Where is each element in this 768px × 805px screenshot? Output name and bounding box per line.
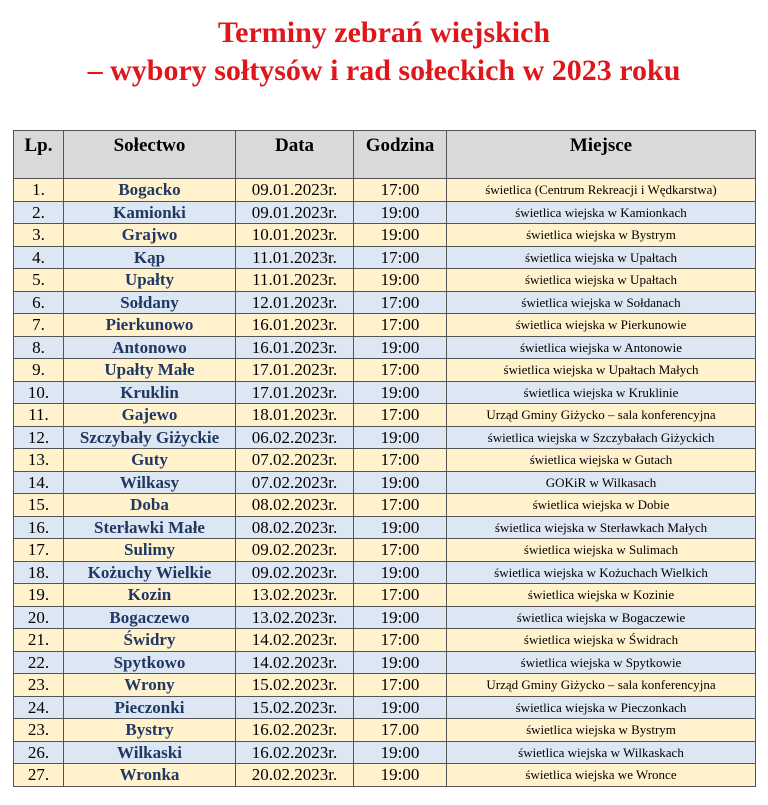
- cell-lp: 6.: [14, 291, 64, 314]
- cell-time: 17.00: [354, 719, 447, 742]
- cell-village: Wrony: [64, 674, 236, 697]
- cell-time: 19:00: [354, 269, 447, 292]
- cell-date: 07.02.2023r.: [236, 471, 354, 494]
- cell-lp: 17.: [14, 539, 64, 562]
- table-row: [14, 696, 756, 719]
- cell-time: 19:00: [354, 606, 447, 629]
- cell-village: Upałty Małe: [64, 359, 236, 382]
- table-row: [14, 291, 756, 314]
- schedule-table: [13, 130, 756, 787]
- cell-place: świetlica wiejska w Bystrym: [447, 224, 756, 247]
- cell-date: 16.02.2023r.: [236, 719, 354, 742]
- cell-lp: 13.: [14, 449, 64, 472]
- cell-place: świetlica wiejska w Upałtach Małych: [447, 359, 756, 382]
- header-solectwo: Sołectwo: [64, 131, 236, 179]
- cell-place: świetlica wiejska w Dobie: [447, 494, 756, 517]
- header-lp: Lp.: [14, 131, 64, 179]
- cell-village: Bystry: [64, 719, 236, 742]
- table-header-row: [14, 131, 756, 179]
- cell-village: Kożuchy Wielkie: [64, 561, 236, 584]
- table-row: [14, 449, 756, 472]
- table-row: [14, 336, 756, 359]
- cell-lp: 21.: [14, 629, 64, 652]
- cell-time: 17:00: [354, 449, 447, 472]
- table-row: [14, 494, 756, 517]
- table-row: [14, 606, 756, 629]
- cell-village: Pierkunowo: [64, 314, 236, 337]
- table-row: [14, 179, 756, 202]
- table-body: [14, 179, 756, 787]
- cell-time: 17:00: [354, 314, 447, 337]
- header-godzina: Godzina: [354, 131, 447, 179]
- cell-lp: 19.: [14, 584, 64, 607]
- cell-village: Grajwo: [64, 224, 236, 247]
- cell-place: Urząd Gminy Giżycko – sala konferencyjna: [447, 404, 756, 427]
- cell-place: świetlica wiejska w Sulimach: [447, 539, 756, 562]
- cell-time: 19:00: [354, 516, 447, 539]
- schedule-table-container: [13, 130, 756, 787]
- table-row: [14, 719, 756, 742]
- table-row: [14, 404, 756, 427]
- cell-place: świetlica wiejska w Pierkunowie: [447, 314, 756, 337]
- cell-village: Doba: [64, 494, 236, 517]
- cell-date: 16.02.2023r.: [236, 741, 354, 764]
- cell-place: świetlica wiejska w Upałtach: [447, 246, 756, 269]
- cell-place: świetlica wiejska w Gutach: [447, 449, 756, 472]
- cell-lp: 18.: [14, 561, 64, 584]
- table-row: [14, 426, 756, 449]
- cell-date: 14.02.2023r.: [236, 629, 354, 652]
- cell-place: świetlica wiejska w Sołdanach: [447, 291, 756, 314]
- cell-date: 15.02.2023r.: [236, 696, 354, 719]
- cell-lp: 7.: [14, 314, 64, 337]
- cell-place: świetlica wiejska w Spytkowie: [447, 651, 756, 674]
- cell-date: 08.02.2023r.: [236, 494, 354, 517]
- cell-time: 19:00: [354, 426, 447, 449]
- cell-lp: 5.: [14, 269, 64, 292]
- table-row: [14, 381, 756, 404]
- table-row: [14, 741, 756, 764]
- cell-time: 19:00: [354, 561, 447, 584]
- cell-village: Upałty: [64, 269, 236, 292]
- table-row: [14, 224, 756, 247]
- cell-time: 19:00: [354, 336, 447, 359]
- page-title: [0, 14, 768, 90]
- cell-village: Sołdany: [64, 291, 236, 314]
- cell-date: 13.02.2023r.: [236, 606, 354, 629]
- cell-date: 06.02.2023r.: [236, 426, 354, 449]
- cell-village: Bogacko: [64, 179, 236, 202]
- cell-place: świetlica wiejska w Wilkaskach: [447, 741, 756, 764]
- cell-village: Antonowo: [64, 336, 236, 359]
- cell-lp: 11.: [14, 404, 64, 427]
- table-row: [14, 471, 756, 494]
- cell-lp: 9.: [14, 359, 64, 382]
- cell-date: 16.01.2023r.: [236, 336, 354, 359]
- cell-village: Wilkaski: [64, 741, 236, 764]
- table-row: [14, 561, 756, 584]
- table-row: [14, 584, 756, 607]
- cell-date: 07.02.2023r.: [236, 449, 354, 472]
- cell-village: Spytkowo: [64, 651, 236, 674]
- title-line-1: Terminy zebrań wiejskich: [217, 16, 551, 49]
- cell-date: 11.01.2023r.: [236, 246, 354, 269]
- table-row: [14, 201, 756, 224]
- cell-place: świetlica wiejska w Pieczonkach: [447, 696, 756, 719]
- table-row: [14, 674, 756, 697]
- cell-lp: 2.: [14, 201, 64, 224]
- cell-date: 09.01.2023r.: [236, 179, 354, 202]
- cell-village: Bogaczewo: [64, 606, 236, 629]
- cell-place: GOKiR w Wilkasach: [447, 471, 756, 494]
- cell-village: Guty: [64, 449, 236, 472]
- cell-place: Urząd Gminy Giżycko – sala konferencyjna: [447, 674, 756, 697]
- cell-place: świetlica (Centrum Rekreacji i Wędkarstwa): [447, 179, 756, 202]
- cell-date: 11.01.2023r.: [236, 269, 354, 292]
- cell-lp: 3.: [14, 224, 64, 247]
- cell-time: 19:00: [354, 651, 447, 674]
- cell-lp: 12.: [14, 426, 64, 449]
- cell-time: 17:00: [354, 179, 447, 202]
- cell-time: 17:00: [354, 291, 447, 314]
- cell-time: 19:00: [354, 381, 447, 404]
- cell-lp: 4.: [14, 246, 64, 269]
- table-row: [14, 269, 756, 292]
- cell-place: świetlica wiejska w Kożuchach Wielkich: [447, 561, 756, 584]
- cell-place: świetlica wiejska w Szczybałach Giżyckich: [447, 426, 756, 449]
- cell-date: 12.01.2023r.: [236, 291, 354, 314]
- cell-time: 19:00: [354, 764, 447, 787]
- cell-village: Kozin: [64, 584, 236, 607]
- cell-date: 09.01.2023r.: [236, 201, 354, 224]
- cell-lp: 10.: [14, 381, 64, 404]
- cell-village: Wilkasy: [64, 471, 236, 494]
- cell-lp: 20.: [14, 606, 64, 629]
- cell-lp: 22.: [14, 651, 64, 674]
- table-row: [14, 539, 756, 562]
- cell-place: świetlica wiejska w Świdrach: [447, 629, 756, 652]
- cell-time: 17:00: [354, 629, 447, 652]
- cell-place: świetlica wiejska w Kamionkach: [447, 201, 756, 224]
- cell-place: świetlica wiejska we Wronce: [447, 764, 756, 787]
- table-row: [14, 359, 756, 382]
- cell-date: 17.01.2023r.: [236, 381, 354, 404]
- cell-place: świetlica wiejska w Sterławkach Małych: [447, 516, 756, 539]
- cell-village: Gajewo: [64, 404, 236, 427]
- cell-date: 17.01.2023r.: [236, 359, 354, 382]
- cell-time: 17:00: [354, 674, 447, 697]
- cell-time: 17:00: [354, 359, 447, 382]
- cell-time: 19:00: [354, 741, 447, 764]
- table-row: [14, 516, 756, 539]
- cell-date: 14.02.2023r.: [236, 651, 354, 674]
- table-row: [14, 246, 756, 269]
- cell-time: 19:00: [354, 696, 447, 719]
- cell-date: 09.02.2023r.: [236, 539, 354, 562]
- cell-place: świetlica wiejska w Upałtach: [447, 269, 756, 292]
- cell-date: 15.02.2023r.: [236, 674, 354, 697]
- cell-place: świetlica wiejska w Bogaczewie: [447, 606, 756, 629]
- cell-village: Pieczonki: [64, 696, 236, 719]
- cell-date: 09.02.2023r.: [236, 561, 354, 584]
- cell-date: 20.02.2023r.: [236, 764, 354, 787]
- cell-lp: 8.: [14, 336, 64, 359]
- cell-time: 19:00: [354, 224, 447, 247]
- cell-time: 17:00: [354, 494, 447, 517]
- cell-place: świetlica wiejska w Kozinie: [447, 584, 756, 607]
- cell-place: świetlica wiejska w Bystrym: [447, 719, 756, 742]
- cell-date: 10.01.2023r.: [236, 224, 354, 247]
- table-row: [14, 629, 756, 652]
- cell-time: 19:00: [354, 201, 447, 224]
- cell-lp: 16.: [14, 516, 64, 539]
- cell-date: 18.01.2023r.: [236, 404, 354, 427]
- cell-lp: 27.: [14, 764, 64, 787]
- table-row: [14, 651, 756, 674]
- cell-lp: 24.: [14, 696, 64, 719]
- cell-time: 17:00: [354, 539, 447, 562]
- cell-village: Wronka: [64, 764, 236, 787]
- cell-place: świetlica wiejska w Antonowie: [447, 336, 756, 359]
- cell-lp: 26.: [14, 741, 64, 764]
- cell-village: Szczybały Giżyckie: [64, 426, 236, 449]
- cell-village: Kąp: [64, 246, 236, 269]
- cell-lp: 1.: [14, 179, 64, 202]
- cell-time: 19:00: [354, 471, 447, 494]
- cell-date: 13.02.2023r.: [236, 584, 354, 607]
- cell-village: Kruklin: [64, 381, 236, 404]
- cell-lp: 23.: [14, 674, 64, 697]
- cell-village: Sulimy: [64, 539, 236, 562]
- cell-village: Sterławki Małe: [64, 516, 236, 539]
- table-row: [14, 764, 756, 787]
- cell-place: świetlica wiejska w Kruklinie: [447, 381, 756, 404]
- cell-date: 16.01.2023r.: [236, 314, 354, 337]
- table-row: [14, 314, 756, 337]
- cell-village: Świdry: [64, 629, 236, 652]
- header-data: Data: [236, 131, 354, 179]
- cell-date: 08.02.2023r.: [236, 516, 354, 539]
- header-miejsce: Miejsce: [447, 131, 756, 179]
- title-line-2: – wybory sołtysów i rad sołeckich w 2023 roku: [87, 54, 681, 87]
- cell-lp: 15.: [14, 494, 64, 517]
- cell-lp: 14.: [14, 471, 64, 494]
- cell-time: 17:00: [354, 404, 447, 427]
- cell-lp: 23.: [14, 719, 64, 742]
- cell-time: 17:00: [354, 246, 447, 269]
- cell-village: Kamionki: [64, 201, 236, 224]
- cell-time: 17:00: [354, 584, 447, 607]
